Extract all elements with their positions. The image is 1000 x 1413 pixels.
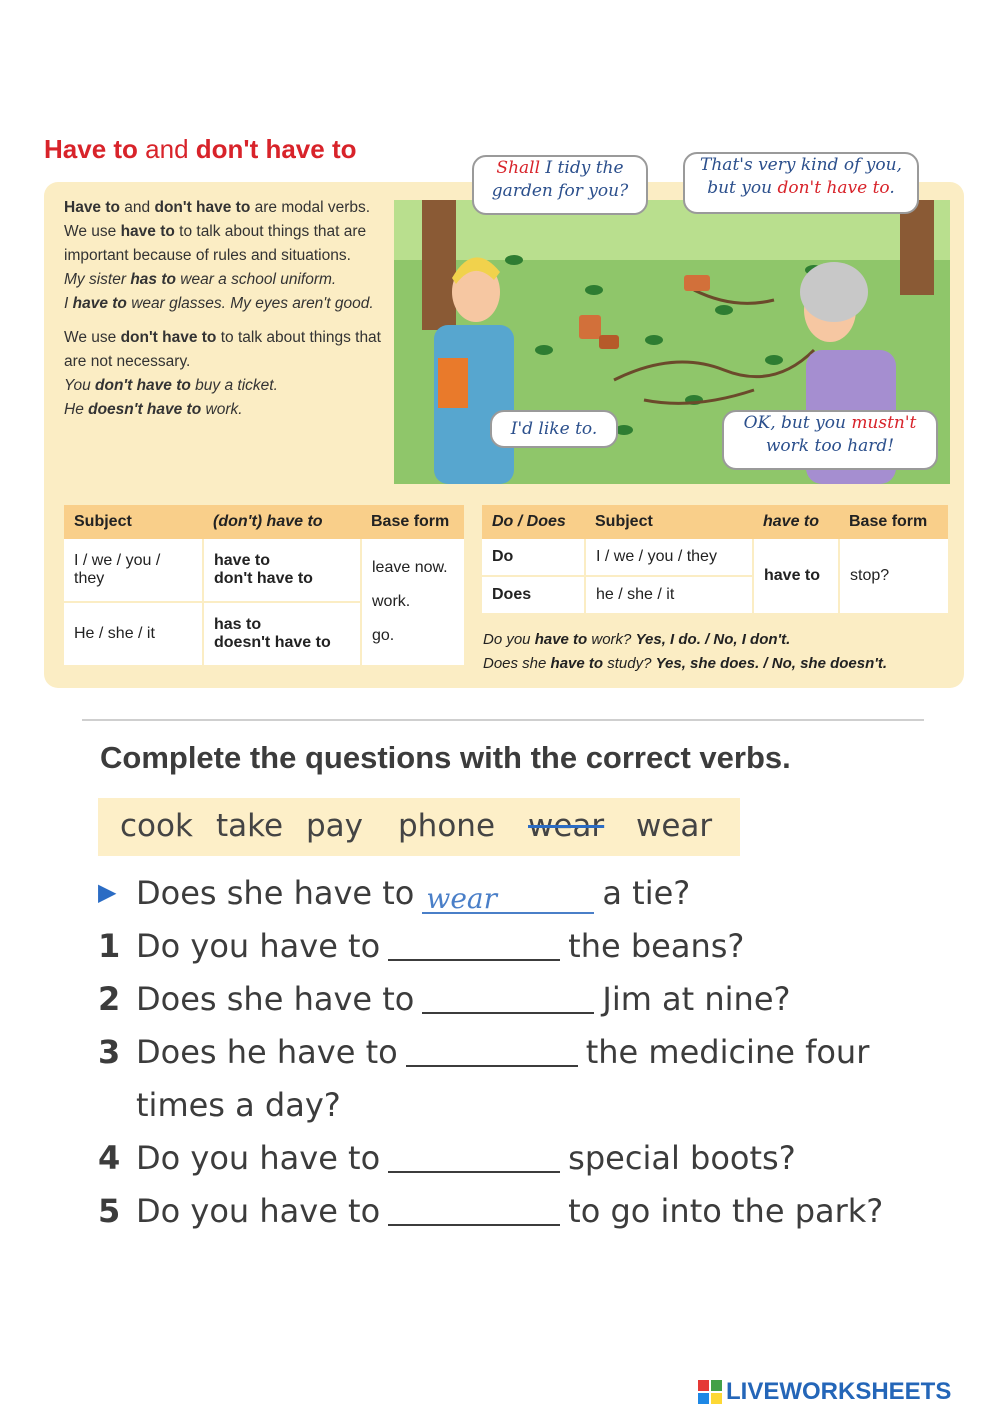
cell-subject: I / we / you / they [64, 539, 203, 602]
title-have-to: Have to [44, 134, 138, 164]
text-run: study? [603, 655, 656, 672]
base-form-1: leave now. [372, 559, 448, 576]
grammar-explanation [64, 196, 384, 432]
title-and: and [137, 134, 196, 164]
text-run: wear a school uniform. [175, 271, 337, 288]
example-sentence-2 [64, 295, 374, 312]
cell-subject: He / she / it [64, 602, 203, 665]
answer-blank-3[interactable] [406, 1035, 578, 1067]
speech-bubble-boy-2 [490, 410, 618, 448]
word-bank-item: pay [306, 808, 364, 844]
cell-subject: he / she / it [585, 576, 753, 613]
question-3 [98, 1033, 869, 1071]
example-sentence-3 [64, 377, 278, 394]
question-5 [98, 1192, 883, 1230]
bold-phrase: don't have to [154, 199, 251, 216]
text-run: work? [587, 631, 636, 648]
question-text: Do you have to [136, 1192, 381, 1230]
header-subject: Subject [64, 505, 203, 539]
bold-phrase: don't have to [120, 329, 217, 346]
bold-phrase: have to [72, 295, 127, 312]
text-run: Do you [483, 631, 535, 648]
question-4 [98, 1139, 796, 1177]
cell-aux: Do [482, 539, 585, 576]
question-3-continued: times a day? [136, 1086, 341, 1124]
question-text: Do you have to [136, 927, 381, 965]
example-question [98, 874, 690, 914]
text-run: My sister [64, 271, 131, 288]
word-bank-item-used: wear [528, 808, 605, 844]
example-question-2 [483, 652, 887, 676]
question-text-end: a tie? [602, 874, 691, 912]
verb-has-to: has to [214, 616, 262, 633]
question-1 [98, 927, 744, 965]
text-run: buy a ticket. [190, 377, 278, 394]
text-run: I [64, 295, 73, 312]
table-row [64, 539, 464, 602]
header-have-to: (don't) have to [203, 505, 361, 539]
question-text-end: Jim at nine? [602, 980, 791, 1018]
tree-trunk-right [900, 200, 934, 295]
question-text-end: to go into the park? [568, 1192, 884, 1230]
example-answer: wear [422, 882, 594, 914]
base-form-3: go. [372, 627, 395, 644]
section-title [44, 134, 357, 165]
bubble-text: I tidy the garden for you? [491, 158, 629, 201]
text-run: He [64, 401, 89, 418]
bold-phrase: has to [130, 271, 176, 288]
bubble-red-text: mustn't [851, 413, 917, 433]
bubble-text: . [889, 178, 895, 198]
question-text: Does she have to [136, 980, 415, 1018]
play-arrow-icon: ▶ [98, 878, 117, 906]
bold-phrase: have to [534, 631, 588, 648]
answer-blank-5[interactable] [388, 1194, 560, 1226]
text-run: and [120, 199, 155, 216]
question-number: 2 [98, 980, 121, 1018]
speech-bubble-woman-2 [722, 410, 938, 470]
table-header-row [64, 505, 464, 539]
bold-phrase: doesn't have to [88, 401, 202, 418]
text-run: You [64, 377, 96, 394]
cell-base-forms [361, 539, 464, 665]
section-divider [82, 719, 924, 721]
bold-phrase: don't have to [95, 377, 191, 394]
bubble-text: OK, but you [743, 413, 852, 433]
exercise-instructions: Complete the questions with the correct verbs. [100, 740, 791, 775]
verb-dont-have-to: don't have to [214, 570, 313, 587]
header-have-to: have to [753, 505, 839, 539]
question-number: 5 [98, 1192, 121, 1230]
text-run: Does she [483, 655, 551, 672]
question-number: 3 [98, 1033, 121, 1071]
question-grammar-table [482, 505, 948, 613]
question-text: Does he have to [136, 1033, 398, 1071]
text-run: to talk about things that are not necessary. [64, 329, 381, 370]
example-sentence-1 [64, 271, 336, 288]
explanation-paragraph-1 [64, 196, 384, 316]
bubble-text: That's very kind of you, but you [700, 155, 902, 198]
header-base-form: Base form [361, 505, 464, 539]
bubble-red-text: don't have to [777, 178, 890, 198]
question-text-end: the beans? [568, 927, 745, 965]
affirmative-grammar-table [64, 505, 464, 665]
base-form-2: work. [372, 593, 411, 610]
example-sentence-4 [64, 401, 243, 418]
question-examples [483, 628, 887, 676]
tree-trunk-left [422, 200, 456, 330]
speech-bubble-boy-1 [472, 155, 648, 215]
word-bank-item: take [216, 808, 284, 844]
text-run: work. [201, 401, 243, 418]
answer-blank-4[interactable] [388, 1141, 560, 1173]
header-do-does: Do / Does [482, 505, 585, 539]
liveworksheets-logo[interactable] [726, 1378, 951, 1406]
bold-phrase: Yes, I do. / No, I don't. [635, 631, 791, 648]
title-dont-have-to: don't have to [195, 134, 357, 164]
question-text: Does she have to [136, 874, 415, 912]
header-subject: Subject [585, 505, 753, 539]
word-bank-item: phone [398, 808, 496, 844]
bubble-text: work too hard! [765, 436, 895, 456]
bold-phrase: have to [120, 223, 175, 240]
cell-base-form: stop? [839, 539, 948, 613]
answer-blank-1[interactable] [388, 929, 560, 961]
table-row [482, 539, 948, 576]
question-text-end: the medicine four [585, 1033, 870, 1071]
explanation-text-2 [64, 329, 381, 370]
example-question-1 [483, 628, 887, 652]
word-bank-item: wear [636, 808, 713, 844]
speech-bubble-woman-1 [683, 152, 919, 214]
logo-text: LIVEWORKSHEETS [726, 1378, 952, 1405]
question-text-end: special boots? [568, 1139, 796, 1177]
question-text: Do you have to [136, 1139, 381, 1177]
bold-phrase: Yes, she does. / No, she doesn't. [655, 655, 888, 672]
verb-doesnt-have-to: doesn't have to [214, 634, 331, 651]
cell-subject: I / we / you / they [585, 539, 753, 576]
text-run: to talk about things that are important because of rules and situations. [64, 223, 367, 264]
answer-blank-2[interactable] [422, 982, 594, 1014]
cell-verb [203, 539, 361, 602]
explanation-text-1 [64, 199, 370, 264]
bold-phrase: have to [550, 655, 604, 672]
cell-verb: have to [753, 539, 839, 613]
question-2 [98, 980, 791, 1018]
bold-phrase: Have to [64, 199, 120, 216]
bubble-red-text: Shall [496, 158, 541, 178]
text-run: wear glasses. My eyes aren't good. [126, 295, 374, 312]
table-header-row [482, 505, 948, 539]
header-base-form: Base form [839, 505, 948, 539]
word-bank-item: cook [120, 808, 193, 844]
bubble-text: I'd like to. [510, 419, 598, 439]
liveworksheets-logo-icon [698, 1380, 722, 1404]
cell-aux: Does [482, 576, 585, 613]
text-run: are modal verbs. We use [64, 199, 371, 240]
explanation-paragraph-2 [64, 326, 384, 422]
question-number: 1 [98, 927, 121, 965]
verb-have-to: have to [214, 552, 271, 569]
cell-verb [203, 602, 361, 665]
question-number: 4 [98, 1139, 121, 1177]
text-run: We use [64, 329, 121, 346]
